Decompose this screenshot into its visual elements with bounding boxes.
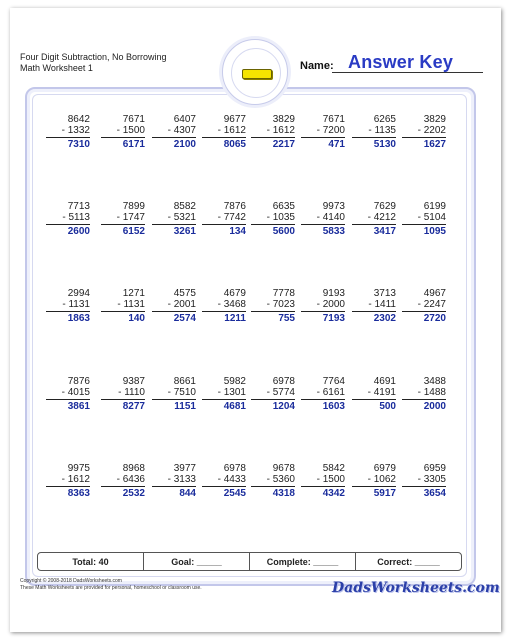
problem-r1-c7 [352,114,396,151]
answer: 7193 [322,313,345,324]
problem-r4-c1 [46,376,90,413]
answer: 2100 [173,139,196,150]
minuend: 9387 [122,376,145,387]
minuend: 4679 [223,288,246,299]
subtrahend: - 1500 [101,125,145,138]
minuend: 7671 [322,114,345,125]
answer: 5600 [272,226,295,237]
subtrahend: - 7742 [202,212,246,225]
total-cell: Total: 40 [38,553,144,570]
minuend: 9975 [67,463,90,474]
answer: 1095 [423,226,446,237]
minuend: 3829 [423,114,446,125]
subtrahend: - 7200 [301,125,345,138]
problem-r3-c7 [352,288,396,325]
subtrahend: - 6161 [301,387,345,400]
problem-r5-c5 [251,463,295,500]
subtrahend: - 1135 [352,125,396,138]
minuend: 3713 [373,288,396,299]
goal-cell: Goal: _____ [144,553,250,570]
answer: 8363 [67,488,90,499]
problem-r5-c2 [101,463,145,500]
minuend: 6978 [272,376,295,387]
subtrahend: - 6436 [101,474,145,487]
minuend: 8582 [173,201,196,212]
subtrahend: - 7023 [251,299,295,312]
answer: 8065 [223,139,246,150]
correct-cell: Correct: _____ [377,556,440,567]
subtrahend: - 1131 [101,299,145,312]
answer: 844 [179,488,196,499]
subtrahend: - 1612 [46,474,90,487]
complete-cell: Complete: _____ [250,553,356,570]
minuend: 9193 [322,288,345,299]
problem-r2-c8 [402,201,446,238]
problem-r3-c3 [152,288,196,325]
problem-r1-c2 [101,114,145,151]
minuend: 7671 [122,114,145,125]
minuend: 1271 [122,288,145,299]
answer: 3861 [67,401,90,412]
subtrahend: - 2202 [402,125,446,138]
subtrahend: - 2001 [152,299,196,312]
subtrahend: - 1411 [352,299,396,312]
problem-r5-c1 [46,463,90,500]
minuend: 6635 [272,201,295,212]
problem-r1-c8 [402,114,446,151]
problem-r3-c8 [402,288,446,325]
problem-r2-c7 [352,201,396,238]
site-logo: DadsWorksheets.com [332,580,500,596]
problem-r5-c7 [352,463,396,500]
subtrahend: - 1500 [301,474,345,487]
subtrahend: - 5774 [251,387,295,400]
answer: 1863 [67,313,90,324]
minuend: 9677 [223,114,246,125]
problem-r3-c6 [301,288,345,325]
problem-r3-c1 [46,288,90,325]
minuend: 8968 [122,463,145,474]
subtrahend: - 4433 [202,474,246,487]
minuend: 7764 [322,376,345,387]
problem-r2-c4 [202,201,246,238]
subtrahend: - 1062 [352,474,396,487]
worksheet-badge [222,39,288,105]
name-label: Name: [300,60,334,72]
minuend: 7778 [272,288,295,299]
subtrahend: - 1612 [202,125,246,138]
usage-note: These Math Worksheets are provided for personal, homeschool or classroom use. [20,585,202,591]
minuend: 7899 [122,201,145,212]
answer: 4318 [272,488,295,499]
subtrahend: - 5113 [46,212,90,225]
minuend: 5982 [223,376,246,387]
subtrahend: - 1035 [251,212,295,225]
minuend: 6265 [373,114,396,125]
subtrahend: - 1301 [202,387,246,400]
answer: 471 [328,139,345,150]
problem-r5-c4 [202,463,246,500]
problem-r2-c6 [301,201,345,238]
problem-r5-c3 [152,463,196,500]
problem-r4-c4 [202,376,246,413]
answer: 2532 [122,488,145,499]
subtrahend: - 3133 [152,474,196,487]
subtrahend: - 4307 [152,125,196,138]
minuend: 5842 [322,463,345,474]
minuend: 4967 [423,288,446,299]
problem-r4-c7 [352,376,396,413]
answer: 1204 [272,401,295,412]
problem-r5-c6 [301,463,345,500]
subtrahend: - 1747 [101,212,145,225]
answer: 3261 [173,226,196,237]
minuend: 6979 [373,463,396,474]
problem-r4-c6 [301,376,345,413]
problem-r1-c1 [46,114,90,151]
problem-r1-c3 [152,114,196,151]
answer: 4342 [322,488,345,499]
subtrahend: - 5104 [402,212,446,225]
problem-r1-c4 [202,114,246,151]
problem-r4-c5 [251,376,295,413]
answer: 2000 [423,401,446,412]
answer: 2574 [173,313,196,324]
minuend: 8661 [173,376,196,387]
minuend: 3829 [272,114,295,125]
problem-r2-c2 [101,201,145,238]
minuend: 2994 [67,288,90,299]
problem-r1-c6 [301,114,345,151]
problems-inner-border [32,94,467,577]
answer: 3417 [373,226,396,237]
subtrahend: - 1110 [101,387,145,400]
minuend: 3488 [423,376,446,387]
totals-bar [37,552,462,571]
answer: 2217 [272,139,295,150]
subtrahend: - 5360 [251,474,295,487]
minuend: 9678 [272,463,295,474]
problem-r4-c8 [402,376,446,413]
minuend: 4575 [173,288,196,299]
minuend: 4691 [373,376,396,387]
badge-inner-ring [231,48,281,98]
subtrahend: - 4015 [46,387,90,400]
problem-r3-c2 [101,288,145,325]
answer: 1151 [174,401,196,412]
problem-r3-c5 [251,288,295,325]
subtrahend: - 1131 [46,299,90,312]
subtrahend: - 2000 [301,299,345,312]
answer: 140 [128,313,145,324]
answer: 7310 [67,139,90,150]
answer: 1603 [322,401,345,412]
minuend: 7713 [67,201,90,212]
subtrahend: - 4191 [352,387,396,400]
worksheet-title: Four Digit Subtraction, No Borrowing [20,52,167,62]
minuend: 6959 [423,463,446,474]
subtrahend: - 1612 [251,125,295,138]
problem-r4-c3 [152,376,196,413]
problem-r5-c8 [402,463,446,500]
subtrahend: - 3305 [402,474,446,487]
answer: 5833 [322,226,345,237]
minuend: 7876 [223,201,246,212]
pencil-icon [242,69,272,79]
answer: 500 [379,401,396,412]
worksheet-subtitle: Math Worksheet 1 [20,63,93,73]
subtrahend: - 3468 [202,299,246,312]
subtrahend: - 4140 [301,212,345,225]
subtrahend: - 2247 [402,299,446,312]
problem-r2-c1 [46,201,90,238]
minuend: 6978 [223,463,246,474]
subtrahend: - 1488 [402,387,446,400]
answer: 2545 [223,488,246,499]
answer: 5917 [373,488,396,499]
minuend: 7629 [373,201,396,212]
minuend: 3977 [173,463,196,474]
problem-r4-c2 [101,376,145,413]
subtrahend: - 5321 [152,212,196,225]
minuend: 9973 [322,201,345,212]
answer: 755 [278,313,295,324]
answer: 134 [229,226,246,237]
answer: 2720 [423,313,446,324]
answer-key-label: Answer Key [348,52,454,72]
subtrahend: - 1332 [46,125,90,138]
answer: 6171 [122,139,145,150]
problem-r2-c5 [251,201,295,238]
minuend: 6199 [423,201,446,212]
answer: 3654 [423,488,446,499]
answer: 8277 [122,401,145,412]
minuend: 7876 [67,376,90,387]
minuend: 8642 [67,114,90,125]
problem-r3-c4 [202,288,246,325]
problem-r2-c3 [152,201,196,238]
minuend: 6407 [173,114,196,125]
subtrahend: - 4212 [352,212,396,225]
answer: 1627 [423,139,446,150]
subtrahend: - 7510 [152,387,196,400]
copyright-text: Copyright © 2008-2018 DadsWorksheets.com [20,578,122,584]
answer: 2302 [373,313,396,324]
answer: 5130 [373,139,396,150]
problem-r1-c5 [251,114,295,151]
answer: 2600 [67,226,90,237]
answer: 6152 [122,226,145,237]
answer: 1211 [224,313,246,324]
answer: 4681 [223,401,246,412]
